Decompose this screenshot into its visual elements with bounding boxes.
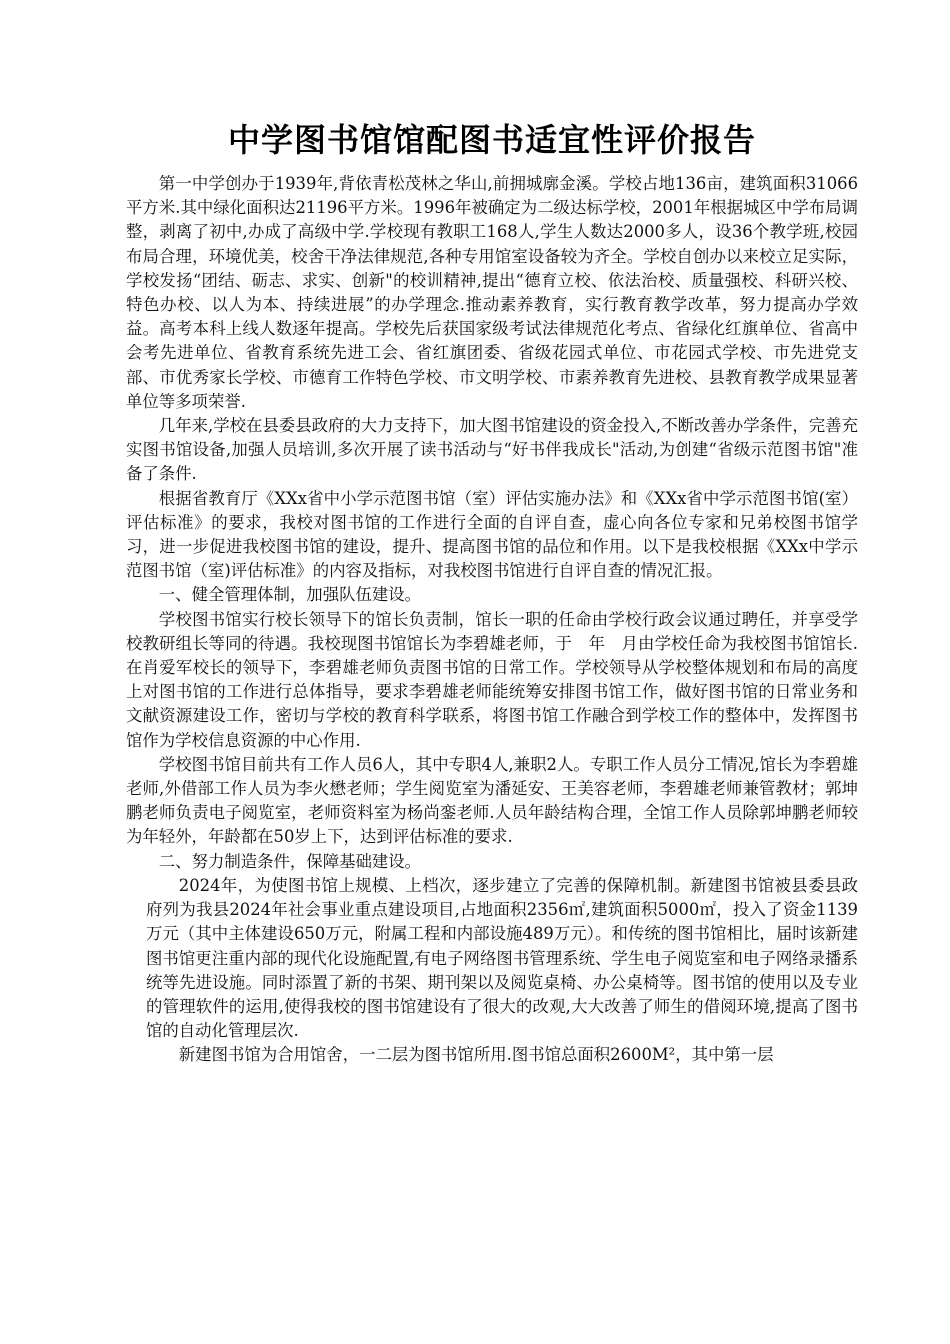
paragraph-management-system: 学校图书馆实行校长领导下的馆长负责制，馆长一职的任命由学校行政会议通过聘任，并享受学校教研组长等同的待遇。我校现图书馆馆长为李碧雄老师，于 年 月由学校任命为我校图书馆馆长.在肖爱军校长的领导下，李碧雄老师负责图书馆的日常工作。学校领导从学校整体规划和布局的高度上对图书馆的工作进行总体指导，要求李碧雄老师能统筹安排图书馆工作，做好图书馆的日常业务和文献资源建设工作，密切与学校的教育科学联系，将图书馆工作融合到学校工作的整体中，发挥图书馆作为学校信息资源的中心作用.: [126, 609, 858, 750]
section-heading-infrastructure: 二、努力制造条件，保障基础建设。: [158, 851, 422, 871]
paragraph-evaluation-basis: 根据省教育厅《XXx省中小学示范图书馆（室）评估实施办法》和《XXx省中学示范图书馆(室）评估标准》的要求，我校对图书馆的工作进行全面的自评自查，虚心向各位专家和兄弟校图书馆学习，进一步促进我校图书馆的建设，提升、提高图书馆的品位和作用。以下是我校根据《XXx中学示范图书馆（室)评估标准》的内容及指标，对我校图书馆进行自评自查的情况汇报。: [126, 488, 858, 581]
paragraph-funding: 几年来,学校在县委县政府的大力支持下，加大图书馆建设的资金投入,不断改善办学条件，完善充实图书馆设备,加强人员培训,多次开展了读书活动与“好书伴我成长"活动,为创建“省级示范图书馆"准备了条件.: [126, 416, 858, 484]
paragraph-library-area: 新建图书馆为合用馆舍，一二层为图书馆所用.图书馆总面积2600M²，其中第一层: [178, 1045, 774, 1065]
paragraph-staff: 学校图书馆目前共有工作人员6人，其中专职4人,兼职2人。专职工作人员分工情况,馆长为李碧雄老师,外借部工作人员为李火懋老师；学生阅览室为潘延安、王美容老师，李碧雄老师兼管教材；郭坤鹏老师负责电子阅览室，老师资料室为杨尚銮老师.人员年龄结构合理，全馆工作人员除郭坤鹏老师较为年轻外，年龄都在50岁上下，达到评估标准的要求.: [126, 754, 858, 847]
section-heading-management: 一、健全管理体制，加强队伍建设。: [158, 585, 422, 605]
document-title: 中学图书馆馆配图书适宜性评价报告: [227, 121, 756, 159]
paragraph-school-intro: 第一中学创办于1939年,背依青松茂林之华山,前拥城廓金溪。学校占地136亩，建筑面积31066平方米.其中绿化面积达21196平方米。1996年被确定为二级达标学校，2001年根据城区中学布局调整，剥离了初中,办成了高级中学.学校现有教职工168人,学生人数达2000多人，设36个教学班,校园布局合理，环境优美，校舍干净法律规范,各种专用馆室设备较为齐全。学校自创办以来校立足实际，学校发扬“团结、砺志、求实、创新"的校训精神,提出“德育立校、依法治校、质量强校、科研兴校、特色办校、以人为本、持续进展”的办学理念.推动素养教育，实行教育教学改革，努力提高办学效益。高考本科上线人数逐年提高。学校先后获国家级考试法律规范化考点、省绿化红旗单位、省高中会考先进单位、省教育系统先进工会、省红旗团委、省级花园式单位、市花园式学校、市先进党支部、市优秀家长学校、市德育工作特色学校、市文明学校、市素养教育先进校、县教育教学成果显著单位等多项荣誉.: [126, 174, 858, 411]
paragraph-new-library: 2024年，为使图书馆上规模、上档次，逐步建立了完善的保障机制。新建图书馆被县委县政府列为我县2024年社会事业重点建设项目,占地面积2356㎡,建筑面积5000㎡，投入了资金1139万元（其中主体建设650万元，附属工程和内部设施489万元）。和传统的图书馆相比，届时该新建图书馆更注重内部的现代化设施配置,有电子网络图书管理系统、学生电子阅览室和电子网络录播系统等先进设施。同时添置了新的书架、期刊架以及阅览桌椅、办公桌椅等。图书馆的使用以及专业的管理软件的运用,使得我校的图书馆建设有了很大的改观,大大改善了师生的借阅环境,提高了图书馆的自动化管理层次.: [146, 875, 858, 1041]
